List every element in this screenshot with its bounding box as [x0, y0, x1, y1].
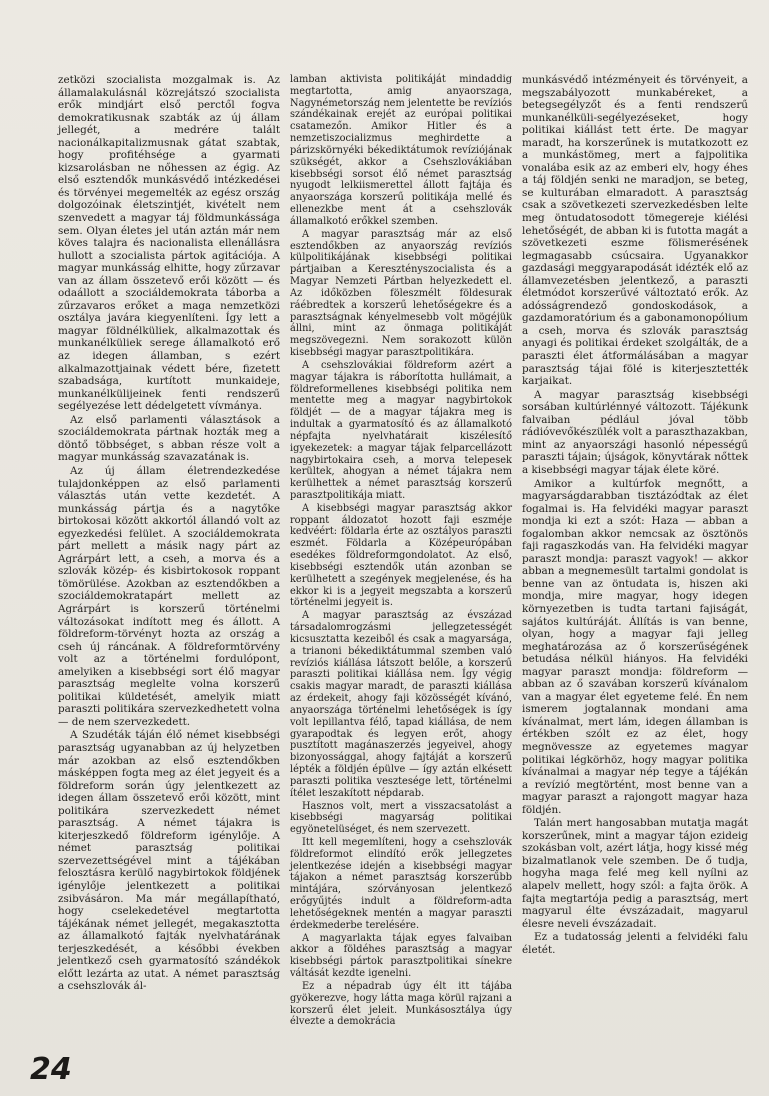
paragraph: Ez a tudatosság jelenti a felvidéki falu életét.: [522, 931, 748, 956]
paragraph: lamban aktivista politikáját mindaddig megtartotta, amig anyaorszaga, Nagynémetország nem jelentette be revíziós szándékainak erejét az európai politikai csatamezőn. Amikor Hitler és a nemzetiszocializmus meghirdette a párizskörnyéki békediktátumok revíziójának szükségét, akkor a Csehszlovákiában kisebbségi sorsot élő német parasztság nyugodt lelkiismerettel állott fajtája és anyaországa korszerű politikája mellé és ellenezkbe ment át a csehszlovák államalkotó erőkkel szemben.: [290, 74, 513, 227]
paragraph: Ez a népadrab úgy élt itt tájába gyökerezve, hogy látta maga körül rajzani a korszerű élet jeleit. Munkásosztálya úgy élvezte a demokrácia: [290, 980, 512, 1028]
paragraph: A magyar parasztság kisebbségi sorsában kultúrlénnyé változott. Tájékunk falvaiban pédlául jóval több rádióvevőkészülék volt a paraszthazakban, mint az anyaországi hasonló népességű paraszti tájain; újságok, könyvtárak nőttek a kisebbségi magyar tájak élete köré.: [522, 388, 748, 476]
page-number: 24: [30, 1052, 72, 1087]
paragraph: A magyarlakta tájak egyes falvaiban akkor a földéhes parasztság a magyar kisebbségi pártok parasztpolitikai sínekre váltását kezdte igenelni.: [290, 932, 512, 980]
paragraph: Talán mert hangosabban mutatja magát korszerűnek, mint a magyar tájon ezideig szokásban volt, azért látja, hogy kissé még bizalmatlanok vele szemben. De ő tudja, hogyha maga felé meg kell nyílni az alapelv mellett, hogy szól: a fajta örök. A fajta megtartója pedig a parasztság, mert magyarul élte évszázadait, magyarul élesre neveli évszázadait.: [522, 817, 748, 930]
paragraph: Amikor a kultúrfok megnőtt, a magyarságdarabban tisztázódtak az élet fogalmai is. Ha felvidéki magyar paraszt mondja ki ezt a szót: Haza — abban a fogalomban akkor nemcsak az ösztönös faji ragaszkodás van. Ha felvidéki magyar paraszt mondja: paraszt vagyok! — akkor abban a megnemesült tartalmi gondolat is benne van az öntudata is, hiszen aki mondja, mire magyar, hogy idegen környezetben is tudta tartani fajiságát, sajátos kultúráját. Állítás is van benne, olyan, hogy a magyar faji jelleg meghatározása az ő korszerűségének betudása nélkül hiányos. Ha felvidéki magyar paraszt mondja: földreform — abban az ő szavában korszerű kívánalom van a magyar élet egyeteme felé. Én nem ismerem jogtalannak mondani ama kívánalmat, mert lám, idegen államban is értékben szólt ez az élet, hogy megnövessze az egyetemes magyar politikai légkörhöz, hogy magyar politika kívánalmai a magyar nép tegye a tájékán a revízió megtörtént, most benne van a magyar paraszt a rajongott magyar haza földjén.: [522, 477, 748, 816]
paragraph: A csehszlovákiai földreform azért a magyar tájakra is ráborította hullámait, a földreformellenes kisebbségi politika nem mentette meg a magyar nagybirtokok földjét — de a magyar tájakra meg is indultak a gyarmatosító és az államalkotó népfajta nyelvhatárait kiszélesítő igyekezetek: a magyar tájak felparcellázott nagybirtokaira cseh, a morva telepesek kerültek, ahogyan a német tájakra nem kerülhettek a német parasztság korszerű parasztpolitikája miatt.: [290, 359, 512, 501]
paragraph: A magyar parasztság az évszázad társadalomrogzásmi jellegzetességét kicsusztatta kezeiből és csak a magyarsága, a trianoni békediktátummal szemben való revíziós kiállása látszott belőle, a korszerű paraszti politikai kiállása nem. Így végig csakis magyar maradt, de paraszti kiállása az érdekeit, ahogy faji közösségét kívánó, anyaországa történelmi lehetőségek is így volt lepillantva félő, tapad kiállása, de nem gyarapodtak és legyen erőt, ahogy pusztított magánaszerzés jegyeivel, ahogy bizonyossággal, ahogy fajtáját a korszerű lépték a földjén épülve — így aztán elkésett paraszti politika vesztesége lett, történelmi ítélet leszakított népdarab.: [290, 610, 512, 799]
paragraph: A kisebbségi magyar parasztság akkor roppant áldozatot hozott faji eszméje kedvéért: földarla érte az osztályos paraszti eszmét. Földarla a Középeurópában esedékes földreformgondolatot. Az első, kisebbségi esztendők után azonban se kerülhetett a szegények megjelenése, és ha ekkor ki is a jegyeit megszabta a korszerű történelmi jegyeit is.: [290, 502, 512, 609]
column-1: [58, 74, 280, 993]
paragraph: zetközi szocialista mozgalmak is. Az államalakulásnál közrejátszó szocialista erők mindjárt első perctől fogva demokratikusnak szabták az új állam jellegét, a medrére talált nacionálkapitalizmusnak gátat szabtak, hogy profitéhsége a gyarmati kizsarolásban ne nőhessen az égig. Az első esztendők munkásvédő intézkedései és törvényei megemelték az egész ország dolgozóinak életszintjét, kivételt nem szenvedett a magyar táj földmunkássága sem. Olyan életes jel után aztán már nem köves talajra és nacionalista ellenállásra hullott a szocialista pártok agitációja. A magyar munkásság elhitte, hogy zűrzavar van az állam összetevő erői között — és odaállott a szociáldemokrata táborba a zűrzavaros erőket a maga nemzetközi osztálya javára kiegyenlíteni. Így lett a magyar földnélküliek, alkalmazottak és munkanélküliek serege államalkotó erő az idegen államban, s ezért alkalmazottjainak védett bére, fizetett szabadsága, kurtított munkaideje, munkanélkülijeinek fenti rendszerű segélyezése lett dédelgetett vívmánya.: [58, 74, 280, 413]
paragraph: munkásvédő intézményeit és törvényeit, a megszabályozott munkabéreket, a betegsegélyzőt és a fenti rendszerű munkanélküli-segélyezéseket, hogy politikai kiállást tett érte. De magyar maradt, ha korszerűnek is mutatkozott ez a munkástömeg, mert a fajpolitika vonalába esik az az emberi elv, hogy éhes a táj földjén senki ne maradjon, se beteg, se kulturában elmaradott. A parasztság csak a szövetkezeti szervezkedésben lelte meg öntudatosodott tömegereje kiélési lehetőségét, de abban ki is futotta magát a szövetkezeti eszme fölismerésének legmagasabb csúcsaira. Ugyanakkor gazdasági meggyarapodását idézték elő az államvezetésben jelentkező, a paraszti életmódot korszerűvé változtató erők. Az adósságrendező gondoskodások, a gazdamoratórium és a gabonamonopólium a cseh, morva és szlovák parasztság anyagi és politikai érdeket szolgálták, de a paraszti élet átformálásában a magyar parasztság tájai fölé is kiterjesztették karjaikat.: [522, 74, 748, 388]
paragraph: Az új állam életrendezkedése tulajdonképpen az első parlamenti választás után vette kezdetét. A munkásság pártja és a nagytőke birtokosai között akkortól állandó volt az egyezkedési felület. A szociáldemokrata párt mellett a másik nagy párt az Agrárpárt lett, a cseh, a morva és a szlovák közép- és kisbirtokosok roppant tömörülése. Azokban az esztendőkben a szociáldemokratapárt mellett az Agrárpárt is korszerű történelmi változásokat indított meg és állott. A földreform-törvényt hozta az ország a cseh új ráncának. A földreformtörvény volt az a történelmi fordulópont, amelyiken a kisebbségi sort élő magyar parasztság meglelte volna korszerű politikai küldetését, amelyik miatt paraszti politikára szervezkedhetett volna — de nem szervezkedett.: [58, 464, 280, 728]
paragraph: Hasznos volt, mert a visszacsatolást a kisebbségi magyarság politikai egyönetelüséget, és nem szervezett.: [290, 800, 512, 836]
column-3: [522, 74, 748, 956]
paragraph: Itt kell megemlíteni, hogy a csehszlovák földreformot elindító erők jellegzetes jelentkezése idején a kisebbségi magyar tájakon a német parasztság korszerűbb mintájára, szórványosan jelentkező erőgyűjtés indult a földreform-adta lehetőségeknek mentén a magyar paraszti érdekmederbe terelésére.: [290, 837, 512, 931]
paragraph: Az első parlamenti választások a szociáldemokrata pártnak hozták meg a döntő többséget, s abban része volt a magyar munkásság szavazatának is.: [58, 413, 280, 464]
column-2: [290, 74, 512, 1028]
paragraph: A Szudéták táján élő német kisebbségi parasztság ugyanabban az új helyzetben már azokban az első esztendőkben másképpen fogta meg az élet jegyeit és a földreform során úgy jelentkezett az idegen állam összetevő erői között, mint politikára szervezkedett német parasztság. A német tájakra is kiterjeszkedő földreform igénylője. A német parasztság politikai szervezettségével mint a tájékában felosztásra kerülő nagybirtokok földjének igénylője jelentkezett a politikai zsibvásáron. Ma már megállapítható, hogy cselekedetével megtartotta tájékának német jellegét, megakasztotta az államalkotó fajták nyelvhatárának terjeszkedését, a későbbi években jelentkező cseh gyarmatosító szándékok előtt lezárta az utat. A német parasztság a csehszlovák ál-: [58, 729, 280, 993]
paragraph: A magyar parasztság már az első esztendőkben az anyaország revíziós külpolitikájának kisebbségi politikai pártjaiban a Keresztényszocialista és a Magyar Nemzeti Pártban helyezkedett el. Az időközben föleszmélt földesurak ráébredtek a korszerű lehetőségekre és a parasztságnak kényelmesebb volt mögéjük állni, mint az önmaga politikáját megszövegezni. Nem sorakozott külön kisebbségi magyar parasztpolitikára.: [290, 228, 512, 359]
